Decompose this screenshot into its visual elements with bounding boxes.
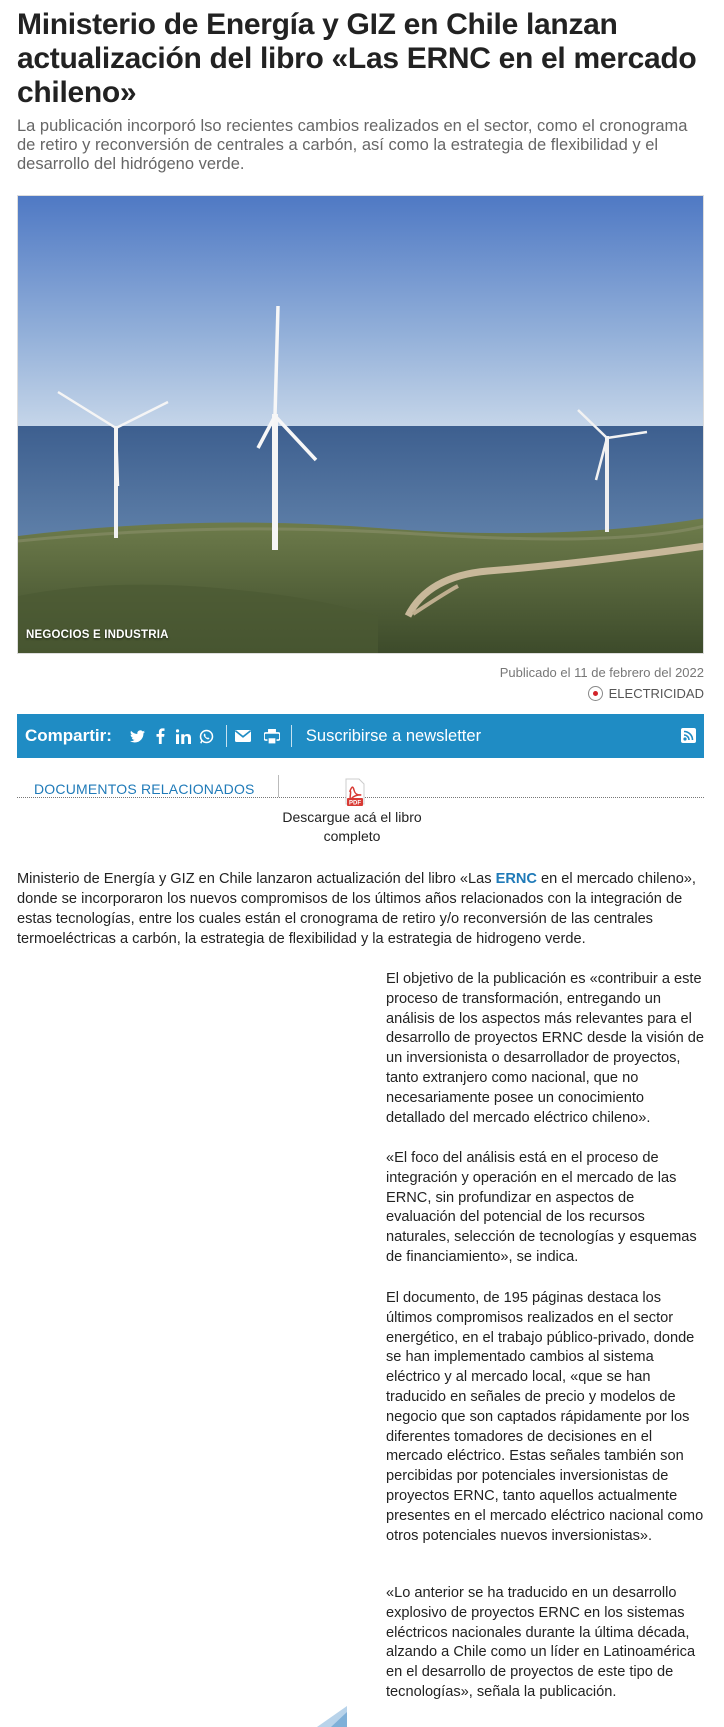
- linkedin-icon[interactable]: [176, 728, 192, 744]
- publish-date: Publicado el 11 de febrero del 2022: [499, 665, 704, 680]
- hero-category-label: NEGOCIOS E INDUSTRIA: [26, 629, 169, 641]
- newsletter-link[interactable]: Suscribirse a newsletter: [305, 726, 482, 745]
- pdf-badge: PDF: [349, 800, 361, 807]
- intro-text-after: en el mercado chileno», donde se incorporaron los nuevos compromisos de los últimos años relacionados con la integración de estas tecnologías, entre los cuales están el cronograma de retiro y/o reconversión de las centrales termoeléctricas a carbón, la estrategia de flexibilidad y la estrategia de hidrogeno verde.: [17, 871, 696, 947]
- ernc-link[interactable]: ERNC: [495, 871, 537, 887]
- intro-paragraph: [17, 869, 704, 949]
- wind-farm-photo: [18, 196, 704, 654]
- article-subtitle: La publicación incorporó lso recientes cambios realizados en el sector, como el cronograma de retiro y reconversión de centrales a carbón, así como la estrategia de flexibilidad y el desarrollo del hidrógeno verde.: [17, 117, 688, 173]
- body-paragraph-1: [386, 970, 706, 1128]
- category-label: ELECTRICIDAD: [608, 686, 704, 701]
- rss-icon[interactable]: [681, 728, 696, 743]
- paragraph-text: El documento, de 195 páginas destaca los últimos compromisos realizados en el sector energético, en el trabajo público-privado, donde se han implementado cambios al sistema eléctrico y al mercado local, «que se han traducido en señales de precio y modelos de negocio que son captados rápidamente por los diferentes tomadores de decisiones en el mercado eléctrico. Estas señales también son percibidas por potenciales inversionistas de proyectos ERNC, tanto aquellos actualmente presentes en el mercado eléctrico nacional como otros potenciales nuevos inversionistas».: [386, 1290, 704, 1544]
- body-paragraph-3: [386, 1289, 706, 1546]
- email-icon[interactable]: [235, 728, 251, 744]
- pdf-icon[interactable]: [344, 778, 364, 806]
- related-documents-tab[interactable]: DOCUMENTOS RELACIONADOS: [34, 781, 255, 797]
- share-separator: [291, 725, 292, 747]
- share-bar: [17, 714, 704, 758]
- download-book-link[interactable]: Descargue acá el libro completo: [282, 809, 422, 844]
- body-paragraph-4: [386, 1584, 706, 1703]
- print-icon[interactable]: [264, 728, 280, 744]
- body-paragraph-2: [386, 1149, 706, 1268]
- paragraph-text: «Lo anterior se ha traducido en un desarrollo explosivo de proyectos ERNC en los sistemas eléctricos nacionales durante la última década, alzando a Chile como un líder en Latinoamérica en el desarrollo de proyectos de este tipo de tecnologías», señala la publicación.: [386, 1585, 696, 1700]
- whatsapp-icon[interactable]: [199, 728, 215, 744]
- paragraph-text: El objetivo de la publicación es «contribuir a este proceso de transformación, entregando un análisis de los aspectos más relevantes para el desarrollo de proyectos ERNC desde la visión de un inversionista o desarrollador de proyectos, tanto extranjero como nacional, que no necesariamente posee un conocimiento detallado del mercado eléctrico chileno».: [386, 971, 704, 1126]
- article-title: Ministerio de Energía y GIZ en Chile lanzan actualización del libro «Las ERNC en el mercado chileno»: [17, 8, 697, 109]
- category-dot-icon: [588, 686, 603, 701]
- intro-text-before: Ministerio de Energía y GIZ en Chile lanzaron actualización del libro «Las: [17, 871, 496, 887]
- paragraph-text: «El foco del análisis está en el proceso de integración y operación en el mercado de las ERNC, sin profundizar en aspectos de evaluación del potencial de los recursos naturales, selección de tecnologías y esquemas de financiamiento», se indica.: [386, 1150, 697, 1265]
- related-divider: [278, 775, 279, 797]
- hero-image: [17, 195, 704, 654]
- share-label: Compartir:: [25, 726, 112, 745]
- decorative-corner-graphic: [317, 1706, 347, 1727]
- twitter-icon[interactable]: [130, 728, 146, 744]
- share-separator: [226, 725, 227, 747]
- category-tag[interactable]: [588, 686, 704, 701]
- facebook-icon[interactable]: [153, 728, 169, 744]
